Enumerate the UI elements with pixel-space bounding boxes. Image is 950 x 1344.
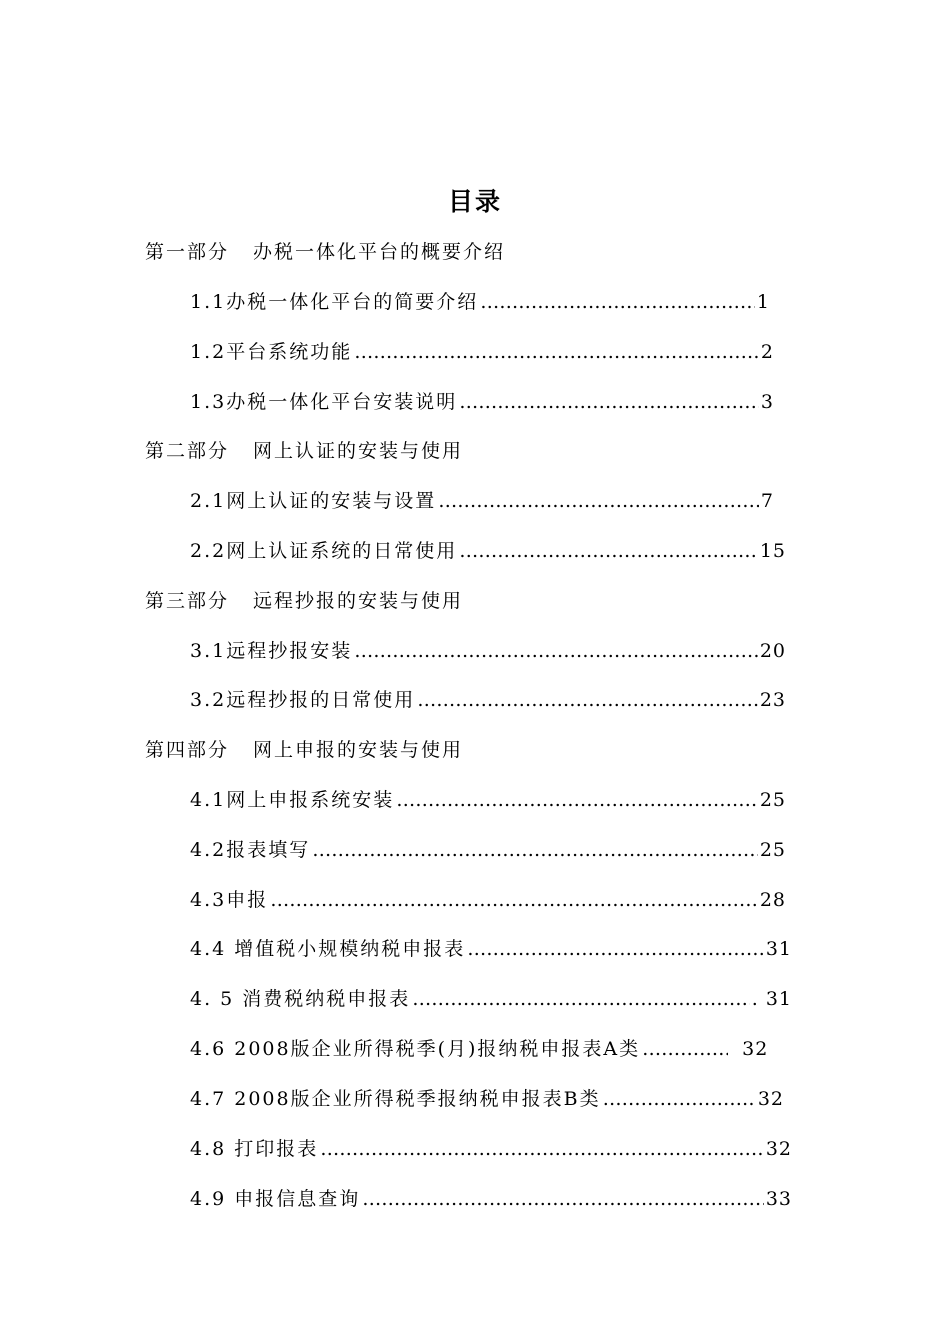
- toc-item[interactable]: [190, 1084, 784, 1111]
- item-label: 3.1远程抄报安装: [190, 640, 353, 662]
- part-number: 第二部分: [145, 440, 230, 462]
- dot-leader: [438, 490, 759, 512]
- item-label: 4.4 增值税小规模纳税申报表: [190, 938, 466, 960]
- item-label: 1.3办税一体化平台安装说明: [190, 391, 458, 413]
- page-number: 20: [759, 640, 786, 662]
- item-label: 1.1办税一体化平台的简要介绍: [190, 291, 479, 313]
- dot-leader: [642, 1038, 728, 1060]
- dot-leader: [480, 291, 755, 313]
- dot-leader: [459, 391, 759, 413]
- part-number: 第一部分: [145, 241, 230, 263]
- item-label: 2.1网上认证的安装与设置: [190, 490, 437, 512]
- dot-leader: [354, 640, 758, 662]
- item-label: 4.8 打印报表: [190, 1138, 319, 1160]
- toc-item[interactable]: [190, 885, 786, 912]
- item-label: 2.2网上认证系统的日常使用: [190, 540, 458, 562]
- page-number: 28: [759, 889, 786, 911]
- item-label: 4.1网上申报系统安装: [190, 789, 395, 811]
- toc-item[interactable]: [190, 287, 770, 314]
- page-number: 15: [759, 540, 786, 562]
- toc-item[interactable]: [190, 785, 786, 812]
- page-number: 23: [759, 689, 786, 711]
- part-number: 第三部分: [145, 590, 230, 612]
- item-label: 4.2报表填写: [190, 839, 311, 861]
- item-label: 4.6 2008版企业所得税季(月)报纳税申报表A类: [190, 1038, 641, 1060]
- page-number: 32: [765, 1138, 792, 1160]
- dot-leader: [354, 341, 759, 363]
- page-number: 32: [742, 1038, 769, 1060]
- toc-item[interactable]: [190, 337, 774, 364]
- toc-item[interactable]: [190, 984, 792, 1011]
- dot-leader: [417, 689, 758, 711]
- toc-item[interactable]: [190, 835, 786, 862]
- dot-leader: [312, 839, 758, 861]
- dot-leader: [412, 988, 749, 1010]
- part-number: 第四部分: [145, 739, 230, 761]
- page-number: 1: [756, 291, 770, 313]
- item-label: 4.3申报: [190, 889, 269, 911]
- toc-part: [145, 586, 463, 613]
- toc-item[interactable]: [190, 387, 774, 414]
- dot-leader: [270, 889, 758, 911]
- toc-item[interactable]: [190, 1134, 792, 1161]
- page-number: 32: [757, 1088, 784, 1110]
- toc-part: [145, 237, 505, 264]
- item-label: 1.2平台系统功能: [190, 341, 353, 363]
- part-label: 办税一体化平台的概要介绍: [253, 241, 506, 263]
- dot-leader: [396, 789, 758, 811]
- dot-leader: [362, 1188, 764, 1210]
- toc-item[interactable]: [190, 636, 786, 663]
- toc-item[interactable]: [190, 486, 774, 513]
- page-title: 目录: [447, 187, 502, 216]
- page-number: . 31: [751, 988, 792, 1010]
- page-number: 25: [759, 789, 786, 811]
- item-label: 4.9 申报信息查询: [190, 1188, 361, 1210]
- dot-leader: [467, 938, 764, 960]
- part-label: 网上申报的安装与使用: [253, 739, 464, 761]
- page-number: 2: [760, 341, 774, 363]
- toc-item[interactable]: [190, 536, 786, 563]
- item-label: 4. 5 消费税纳税申报表: [190, 988, 411, 1010]
- page-number: 25: [759, 839, 786, 861]
- dot-leader: [603, 1088, 756, 1110]
- toc-part: [145, 735, 463, 762]
- part-label: 远程抄报的安装与使用: [253, 590, 464, 612]
- item-label: 3.2远程抄报的日常使用: [190, 689, 416, 711]
- toc-item[interactable]: [190, 1184, 792, 1211]
- item-label: 4.7 2008版企业所得税季报纳税申报表B类: [190, 1088, 601, 1110]
- page-number: 33: [765, 1188, 792, 1210]
- page-number: 7: [760, 490, 774, 512]
- page-number: 3: [760, 391, 774, 413]
- toc-part: [145, 436, 463, 463]
- page-number: 31: [765, 938, 792, 960]
- toc-item[interactable]: [190, 685, 786, 712]
- toc-item[interactable]: [190, 1034, 784, 1061]
- part-label: 网上认证的安装与使用: [253, 440, 464, 462]
- dot-leader: [459, 540, 758, 562]
- toc-item[interactable]: [190, 934, 792, 961]
- dot-leader: [320, 1138, 764, 1160]
